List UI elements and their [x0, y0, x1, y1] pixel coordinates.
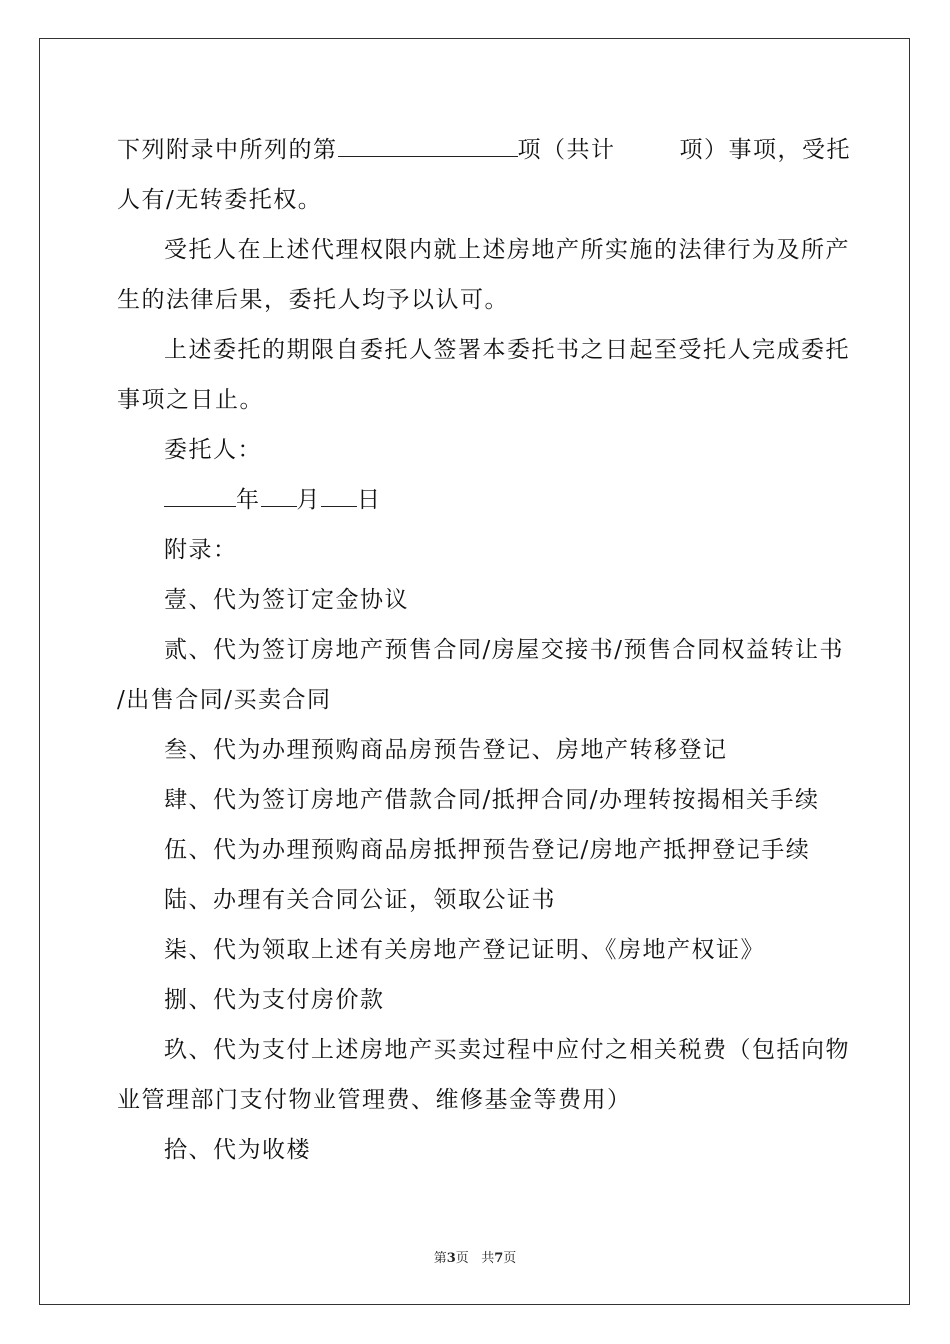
footer-total-prefix: 共 [481, 1251, 495, 1266]
appendix-item: 拾、代为收楼 [164, 1137, 311, 1163]
blank-item-numbers [338, 134, 518, 157]
appendix-item-continued: 业管理部门支付物业管理费、维修基金等费用） [117, 1087, 632, 1113]
paragraph-line: 事项之日止。 [117, 387, 264, 413]
blank-year [164, 484, 236, 507]
appendix-item-continued: /出售合同/买卖合同 [117, 687, 332, 713]
footer-total-pages: 7 [494, 1251, 504, 1266]
appendix-item: 柒、代为领取上述有关房地产登记证明、《房地产权证》 [164, 937, 765, 963]
footer-total-suffix: 页 [503, 1251, 517, 1266]
line-text: 下列附录中所列的第 [117, 137, 338, 163]
principal-signature-label: 委托人： [164, 437, 262, 463]
paragraph-line: 上述委托的期限自委托人签署本委托书之日起至受托人完成委托 [164, 337, 850, 363]
appendix-item: 肆、代为签订房地产借款合同/抵押合同/办理转按揭相关手续 [164, 787, 820, 813]
day-label: 日 [357, 487, 382, 513]
appendix-heading: 附录： [164, 537, 238, 563]
appendix-item: 捌、代为支付房价款 [164, 987, 385, 1013]
appendix-item: 贰、代为签订房地产预售合同/房屋交接书/预售合同权益转让书 [164, 637, 844, 663]
paragraph-line: 生的法律后果，委托人均予以认可。 [117, 287, 509, 313]
appendix-item: 壹、代为签订定金协议 [164, 587, 409, 613]
appendix-item: 陆、办理有关合同公证，领取公证书 [164, 887, 556, 913]
footer-page-suffix: 页 [455, 1251, 469, 1266]
blank-month [261, 484, 297, 507]
appendix-item: 伍、代为办理预购商品房抵押预告登记/房地产抵押登记手续 [164, 837, 811, 863]
paragraph-line: 人有/无转委托权。 [117, 187, 323, 213]
footer-page-prefix: 第 [433, 1251, 447, 1266]
appendix-item: 叁、代为办理预购商品房预告登记、房地产转移登记 [164, 737, 728, 763]
year-label: 年 [236, 487, 261, 513]
document-body [117, 128, 851, 1178]
paragraph-line: 受托人在上述代理权限内就上述房地产所实施的法律行为及所产 [164, 237, 850, 263]
page-footer [0, 1247, 950, 1266]
appendix-item: 玖、代为支付上述房地产买卖过程中应付之相关税费（包括向物 [164, 1037, 850, 1063]
line-text: 项（共计 [517, 137, 616, 163]
paragraph-line [117, 128, 851, 178]
blank-day [321, 484, 357, 507]
month-label: 月 [296, 487, 321, 513]
footer-page-number: 3 [446, 1251, 456, 1266]
line-text: 项）事项，受托 [679, 137, 851, 163]
date-line [117, 478, 837, 528]
